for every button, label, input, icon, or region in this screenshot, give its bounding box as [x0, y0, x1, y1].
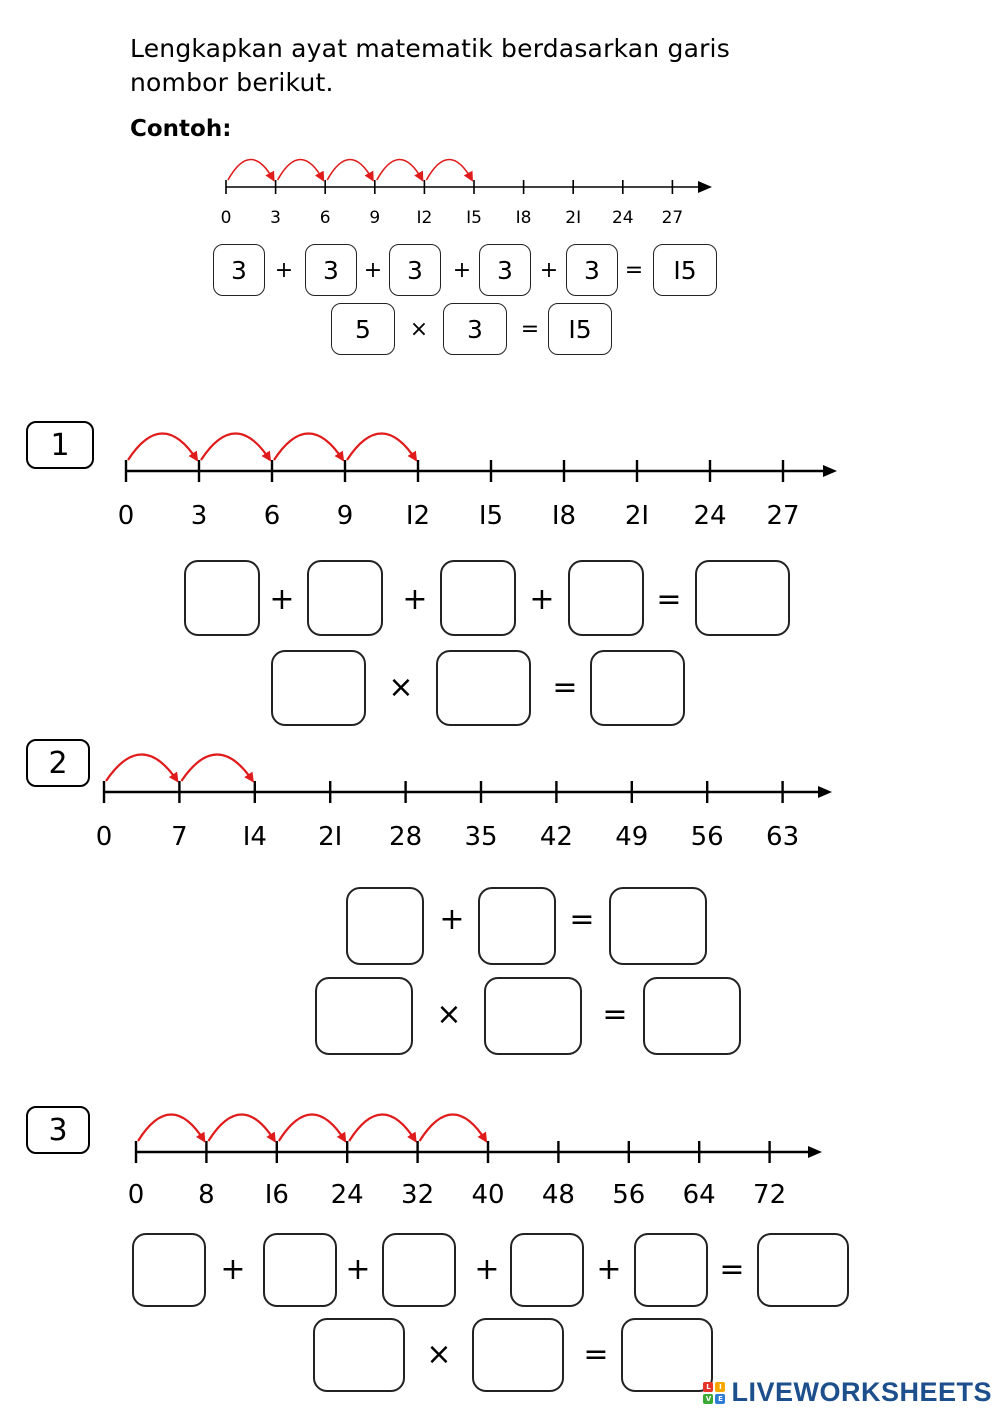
equals-sign: = [624, 258, 644, 283]
tick-label: 0 [220, 208, 232, 228]
liveworksheets-logo [703, 1377, 992, 1408]
plus-sign: + [439, 902, 465, 937]
logo-mark [703, 1382, 725, 1404]
times-sign: × [409, 317, 429, 342]
example-result-box: I5 [653, 244, 717, 296]
tick-label: 64 [682, 1180, 716, 1210]
plus-sign: + [474, 1252, 500, 1287]
times-sign: × [436, 997, 462, 1032]
brand-name: LIVEWORKSHEETS [731, 1377, 992, 1407]
tick-label: I2 [416, 208, 433, 228]
equals-sign: = [569, 902, 595, 937]
answer-box[interactable] [621, 1318, 713, 1392]
tick-label: I5 [478, 501, 504, 531]
plus-sign: + [529, 582, 555, 617]
answer-box[interactable] [634, 1233, 708, 1307]
answer-box[interactable] [132, 1233, 206, 1307]
tick-label: 72 [753, 1180, 787, 1210]
jump-arrow [420, 1115, 486, 1142]
equals-sign: = [520, 317, 540, 342]
tick-label: 48 [541, 1180, 575, 1210]
tick-label: 3 [270, 208, 282, 228]
equals-sign: = [656, 582, 682, 617]
example-term-box: 3 [479, 244, 531, 296]
tick-label: 40 [471, 1180, 505, 1210]
tick-label: I8 [515, 208, 532, 228]
jump-arrow [279, 1115, 345, 1142]
logo-letter: L [703, 1382, 713, 1392]
tick-label: 28 [389, 822, 423, 852]
tick-label: 24 [693, 501, 727, 531]
jump-arrow [349, 1115, 415, 1142]
tick-label: 27 [766, 501, 800, 531]
tick-label: 56 [690, 822, 724, 852]
answer-box[interactable] [472, 1318, 564, 1392]
tick-label: I4 [242, 822, 267, 852]
tick-label: 24 [330, 1180, 364, 1210]
tick-label: 3 [190, 501, 208, 531]
instruction-line: nombor berikut. [130, 68, 334, 97]
example-term-box: 3 [305, 244, 357, 296]
logo-letter: V [703, 1394, 713, 1404]
answer-box[interactable] [757, 1233, 849, 1307]
plus-sign: + [596, 1252, 622, 1287]
example-term-box: 3 [389, 244, 441, 296]
tick-label: I6 [264, 1180, 289, 1210]
tick-label: I8 [551, 501, 577, 531]
tick-label: 6 [263, 501, 281, 531]
plus-sign: + [269, 582, 295, 617]
jump-arrow [138, 1115, 204, 1142]
answer-box[interactable] [382, 1233, 456, 1307]
question-number-badge: 2 [26, 739, 90, 787]
tick-label: 49 [615, 822, 649, 852]
tick-label: 7 [171, 822, 188, 852]
tick-label: 27 [661, 208, 684, 228]
plus-sign: + [452, 258, 472, 283]
equals-sign: = [552, 670, 578, 705]
times-sign: × [388, 670, 414, 705]
example-factor-box: 5 [331, 303, 395, 355]
tick-label: 56 [612, 1180, 646, 1210]
times-sign: × [426, 1337, 452, 1372]
tick-label: 6 [319, 208, 331, 228]
example-term-box: 3 [566, 244, 618, 296]
example-result-box: I5 [548, 303, 612, 355]
tick-label: 2I [565, 208, 582, 228]
tick-label: I2 [405, 501, 431, 531]
tick-label: 24 [611, 208, 634, 228]
logo-letter: I [715, 1382, 725, 1392]
tick-label: 32 [401, 1180, 435, 1210]
question-number-badge: 3 [26, 1106, 90, 1154]
plus-sign: + [539, 258, 559, 283]
tick-label: 0 [95, 822, 113, 852]
instruction-line: Lengkapkan ayat matematik berdasarkan garis [130, 34, 730, 63]
example-label: Contoh: [130, 116, 232, 142]
tick-label: 35 [464, 822, 498, 852]
answer-box[interactable] [313, 1318, 405, 1392]
equals-sign: = [583, 1337, 609, 1372]
tick-label: 2I [318, 822, 343, 852]
tick-label: 0 [127, 1180, 145, 1210]
tick-label: 8 [198, 1180, 215, 1210]
tick-label: 0 [117, 501, 135, 531]
equals-sign: = [602, 997, 628, 1032]
equals-sign: = [719, 1252, 745, 1287]
tick-label: 9 [369, 208, 381, 228]
jump-arrow [208, 1115, 274, 1142]
answer-box[interactable] [263, 1233, 337, 1307]
plus-sign: + [402, 582, 428, 617]
plus-sign: + [345, 1252, 371, 1287]
answer-box[interactable] [510, 1233, 584, 1307]
tick-label: 2I [624, 501, 650, 531]
tick-label: 9 [336, 501, 354, 531]
question-number-badge: 1 [26, 421, 94, 469]
plus-sign: + [363, 258, 383, 283]
example-term-box: 3 [213, 244, 265, 296]
plus-sign: + [274, 258, 294, 283]
tick-label: 63 [766, 822, 800, 852]
tick-label: 42 [539, 822, 573, 852]
plus-sign: + [220, 1252, 246, 1287]
tick-label: I5 [466, 208, 482, 228]
logo-letter: E [715, 1394, 725, 1404]
example-factor-box: 3 [443, 303, 507, 355]
